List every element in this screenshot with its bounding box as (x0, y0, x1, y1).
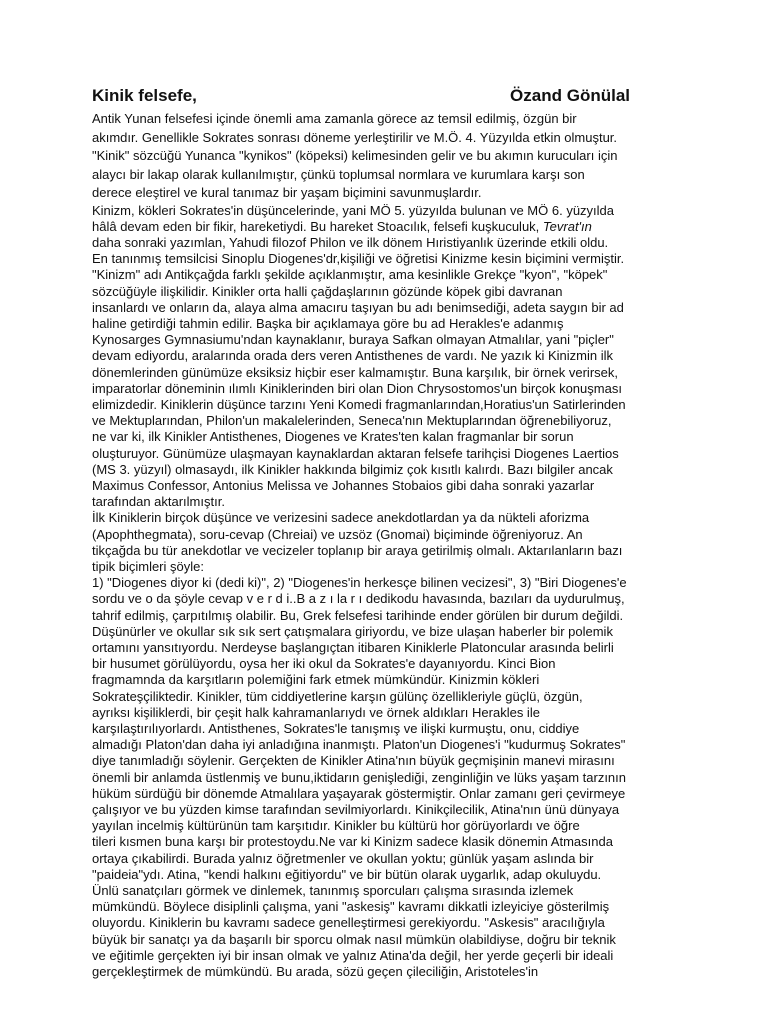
body-line-text: tikçağda bu tür anekdotlar ve vecizeler toplanıp bir araya getirilmiş olmalı. Aktarılanların bazı (92, 542, 623, 558)
body-line (92, 494, 680, 510)
body-line (92, 381, 680, 397)
body-line (92, 689, 680, 705)
body-line (92, 608, 680, 624)
body-line-text: tipik biçimleri şöyle: (92, 558, 204, 574)
body-line (92, 672, 680, 688)
body-line (92, 365, 680, 381)
body-line-text: alaycı bir lakap olarak kullanılmıştır, çünkü toplumsal normlara ve kurumlara karşı son (92, 166, 585, 182)
body-line (92, 721, 680, 737)
body-line-text: büyük bir sanatçı ya da başarılı bir sporcu olmak nasıl mümkün olabildiyse, doğru bir teknik (92, 931, 616, 947)
body-line-text: ve Mektuplarından, Philon'un makalelerinden, Seneca'nın Mektuplarından öğrenebiliyoruz, (92, 413, 612, 429)
body-line-text: Antik Yunan felsefesi içinde önemli ama zamanla görece az temsil edilmiş, özgün bir (92, 111, 577, 126)
body-line-text: daha sonraki yazımlan, Yahudi filozof Philon ve ilk dönem Hıristiyanlık üzerinde etkili oldu. (92, 234, 609, 250)
body-line-text: derece eleştirel ve kural tanımaz bir yaşam biçimini savunmuşlardır. (92, 185, 482, 200)
body-line (92, 527, 680, 543)
body-line (92, 559, 680, 575)
body-line (92, 753, 680, 769)
body-line-text: ve eğitimle gerçekten iyi bir insan olmak ve yalnız Atina'da değil, her yerde geçerli bir ideali (92, 947, 614, 963)
document-page (92, 86, 680, 980)
body-line-text: Kynosarges Gymnasiumu'ndan kaynaklanır, buraya Safkan olmayan Atmalılar, yani "piçler" (92, 332, 614, 348)
body-line (92, 867, 680, 883)
body-line (92, 737, 680, 753)
body-line-text: "Kinizm" adı Antikçağda farklı şekilde açıklanmıştır, ama kesinlikle Grekçe "kyon", "köpek" (92, 267, 608, 283)
body-line-text: mümkündü. Böylece disiplinli çalışma, yani "askesiş" kavramı dikkatli izleyiciye gösterilmiş (92, 899, 610, 915)
body-line (92, 834, 680, 850)
body-line (92, 413, 680, 429)
body-line (92, 575, 680, 591)
body-line (92, 348, 680, 364)
body-line (92, 624, 680, 640)
body-line-text: ortaya çıkabilirdi. Burada yalnız öğretmenler ve okullan yoktu; günlük yaşam aslında bir (92, 850, 594, 866)
body-line (92, 818, 680, 834)
body-line-text: 1) "Diogenes diyor ki (dedi ki)", 2) "Diogenes'in herkesçe bilinen vecizesi", 3) "Biri Diogenes'e (92, 575, 627, 591)
body-line-text: akımdır. Genellikle Sokrates sonrası döneme yerleştirilir ve M.Ö. 4. Yüzyılda etkin olmuştur. (92, 129, 618, 145)
body-line-text: imparatorlar döneminin ılımlı Kiniklerinden biri olan Dion Chrysostomos'un birçok konuşması (92, 380, 622, 396)
body-line-text: İlk Kiniklerin birçok düşünce ve verizesini sadece anekdotlardan ya da nükteli aforizma (92, 510, 590, 526)
body-line-text: ayrıksı kişiliklerdi, bir çeşit halk kahramanlarıydı ve örnek aldıkları Herakles ile (92, 704, 540, 720)
body-line (92, 129, 680, 148)
body-line-text: bir husumet görülüyordu, oysa her iki okul da Sokrates'e dayanıyordu. Kinci Bion (92, 656, 556, 672)
body-line (92, 656, 680, 672)
body-line-text: diye tanımladığı söylenir. Gerçekten de Kinikler Atina'nın büyük geçmişinin manevi mirasını (92, 753, 615, 769)
body-line-text: En tanınmış temsilcisi Sinoplu Diogenes'dr,kişiliği ve öğretisi Kinizme kesin biçimini vermiştir. (92, 251, 625, 267)
body-line-text: Maximus Confessor, Antonius Melissa ve Johannes Stobaios gibi daha sonraki yazarlar (92, 477, 595, 493)
body-line-text: çalışıyor ve bu yüzden kimse tarafından sevilmiyorlardı. Kinikçilecilik, Atina'nın ünü dünyaya (92, 802, 620, 818)
document-header (92, 86, 680, 106)
body-line (92, 235, 680, 251)
body-line-text: haline getirdiği tahmin edilir. Başka bir açıklamaya göre bu ad Herakles'e adanmış (92, 315, 564, 331)
body-line-text: insanlardı ve onların da, alaya alma amacıru taşıyan bu adı benimsediği, adeta saygın bir ad (92, 299, 624, 315)
body-line-text: hüküm sürdüğü bir dönemde Atmalılara yaşayarak göstermiştir. Onlar zamanı geri çevirmeye (92, 785, 626, 801)
body-line-text: karşılaştırılıyorlardı. Antisthenes, Sokrates'le tanışmış ve ilişki kurmuştu, onu, ciddiye (92, 721, 580, 736)
body-line-text: hâlâ devam eden bir fikir, hareketiydi. Bu hareket Stoacılık, felsefi kuşkuculuk, (92, 218, 543, 234)
body-line-text: devam ediyordu, aralarında orada ders veren Antisthenes de vardı. Ne yazık ki Kinizmin ilk (92, 348, 613, 364)
body-line (92, 932, 680, 948)
body-line (92, 147, 680, 166)
body-line-text: Sokrateşçiliktedir. Kinikler, tüm ciddiyetlerine karşın gülünç özellikleriyle güçlü, özgün, (92, 688, 583, 704)
body-line-text: tileri kısmen buna karşı bir protestoydu.Ne var ki Kinizm sadece klasik dönemin Atmasında (92, 834, 613, 850)
body-line (92, 478, 680, 494)
body-line (92, 786, 680, 802)
body-line-text: yayılan incelmiş kültürünün tam karşıtıdır. Kinikler bu kültürü hor görüyorlardı ve öğre (92, 818, 580, 834)
body-line-text: ne var ki, ilk Kinikler Antisthenes, Diogenes ve Krates'ten kalan fragmanlar bir sorun (92, 429, 574, 445)
body-line-text: oluşturuyor. Günümüze ulaşmayan kaynaklardan aktaran felsefe tarihçisi Diogenes Laertios (92, 445, 619, 461)
body-line (92, 397, 680, 413)
document-title: Kinik felsefe, (92, 86, 197, 105)
body-line (92, 203, 680, 219)
body-line (92, 899, 680, 915)
body-line (92, 591, 680, 607)
body-line-text: tahrif edilmiş, çarpıtılmış olabilir. Bu, Grek felsefesi tarihinde ender görülen bir durum değildi. (92, 607, 624, 623)
body-line-text: ortamını yansıtıyordu. Nerdeyse başlangıçtan itibaren Kiniklerle Platoncular arasında belirli (92, 639, 614, 655)
body-line-text: almadığı Platon'dan daha iyi anladığına inanmıştı. Platon'un Diogenes'i "kudurmuş Sokrates" (92, 737, 626, 753)
body-line (92, 964, 680, 980)
body-line (92, 851, 680, 867)
body-line-text: önemli bir anlamda üstlenmiş ve bunu,iktidarın genişlediği, zenginliğin ve lüks yaşam tarzının (92, 769, 626, 785)
body-line-text: fragmamnda da karşıtların polemiğini fark etmek mümkündür. Kinizmin kökleri (92, 672, 540, 688)
body-line (92, 770, 680, 786)
body-line-text: "paideia"ydı. Atina, "kendi halkını eğitiyordu" ve bir bütün olarak uygarlık, adap okuluydu. (92, 866, 602, 882)
body-line-text: oluyordu. Kiniklerin bu kavramı sadece genelleştirmesi gerekiyordu. "Askesis" aracılığıyla (92, 915, 605, 931)
body-line (92, 462, 680, 478)
body-line (92, 948, 680, 964)
body-line-text: (MS 3. yüzyıl) olmasaydı, ilk Kinikler hakkında bilgimiz çok kısıtlı kalırdı. Bazı bilgiler ancak (92, 461, 613, 477)
body-line (92, 915, 680, 931)
body-line-text: elimizdedir. Kiniklerin düşünce tarzını Yeni Komedi fragmanlarından,Horatius'un Satirlerinden (92, 396, 626, 412)
body-line (92, 332, 680, 348)
body-line (92, 543, 680, 559)
italic-phrase: Tevrat'ın (542, 218, 592, 234)
body-line-text: sözcüğüyle ilişkilidir. Kinikler orta halli çağdaşlarının gözünde köpek gibi davranan (92, 283, 563, 299)
document-body (92, 110, 680, 980)
body-line (92, 267, 680, 283)
body-line (92, 429, 680, 445)
body-line (92, 110, 680, 129)
body-line (92, 284, 680, 300)
body-line-text: Ünlü sanatçıları görmek ve dinlemek, tanınmış sporcuları çalışma sırasında izlemek (92, 883, 574, 899)
body-line-text: tarafından aktarılmıştır. (92, 494, 225, 510)
body-line (92, 300, 680, 316)
body-line-text: Düşünürler ve okullar sık sık sert çatışmalara giriyordu, ve bize ulaşan haberler bir polemik (92, 623, 613, 639)
body-line (92, 705, 680, 721)
body-line (92, 316, 680, 332)
body-line (92, 251, 680, 267)
body-line (92, 184, 680, 203)
body-line (92, 802, 680, 818)
body-line (92, 883, 680, 899)
body-line (92, 446, 680, 462)
document-author: Özand Gönülal (510, 86, 630, 105)
body-line-text: Kinizm, kökleri Sokrates'in düşüncelerinde, yani MÖ 5. yüzyılda bulunan ve MÖ 6. yüzyılda (92, 202, 615, 218)
body-line-text: sordu ve o da şöyle cevap v e r d i..B a z ı la r ı dedikodu havasında, bazıları da uydurulmuş, (92, 591, 625, 607)
body-line-text: (Apophthegmata), soru-cevap (Chreiai) ve uzsöz (Gnomai) biçiminde öğreniyoruz. An (92, 526, 583, 542)
body-line-text: dönemlerinden günümüze eksiksiz hiçbir eser kalmamıştır. Buna karşılık, bir örnek verirsek, (92, 364, 618, 380)
body-line (92, 166, 680, 185)
body-line-text: gerçekleştirmek de mümkündü. Bu arada, sözü geçen çileciliğin, Aristoteles'in (92, 964, 539, 980)
body-line (92, 640, 680, 656)
body-line (92, 219, 680, 235)
body-line-text: "Kinik" sözcüğü Yunanca "kynikos" (köpeksi) kelimesinden gelir ve bu akımın kurucuları için (92, 148, 618, 163)
body-line (92, 510, 680, 526)
